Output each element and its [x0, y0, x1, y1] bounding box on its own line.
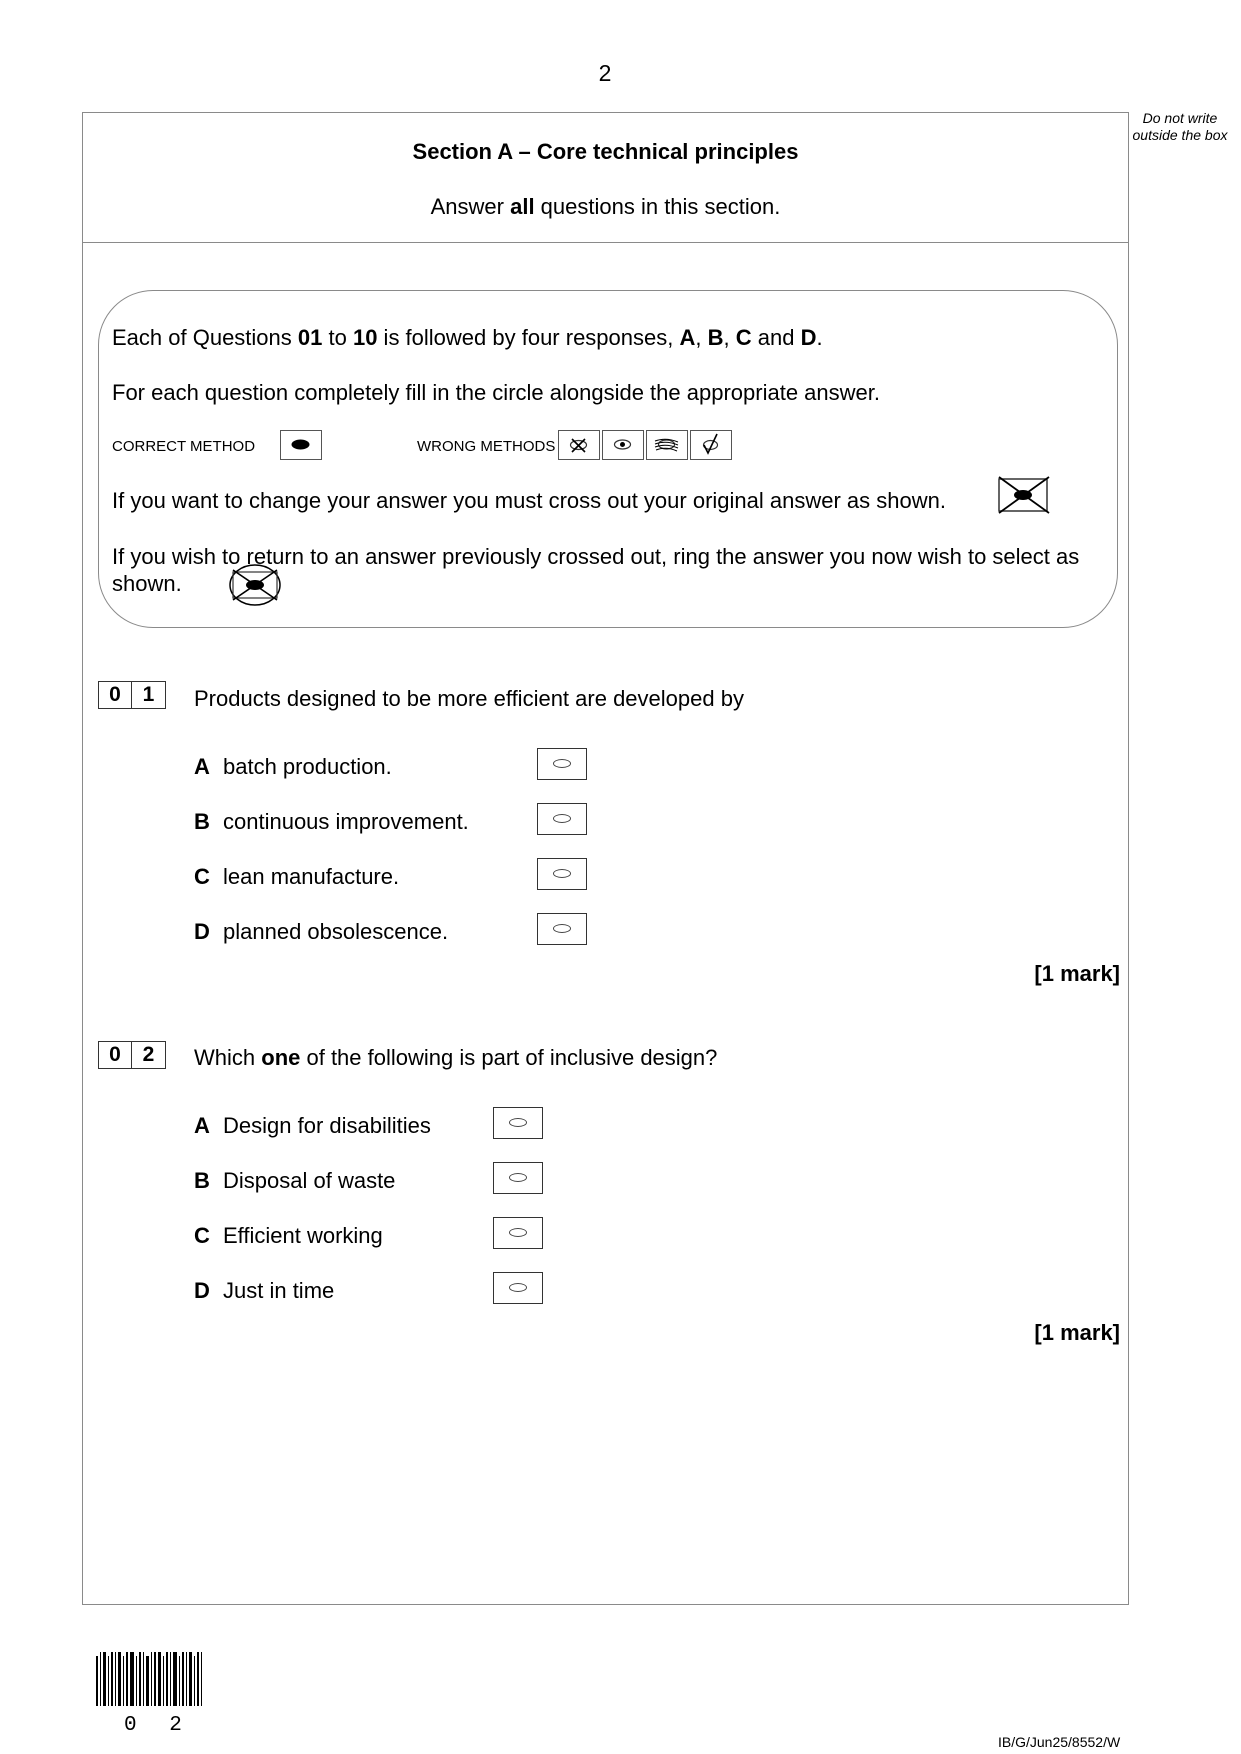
header-divider [82, 242, 1129, 243]
crossed-out-example-icon [998, 476, 1050, 519]
text-run: to [322, 325, 353, 350]
option-text: batch production. [223, 754, 392, 779]
option-letter: D [194, 1278, 210, 1303]
text-run-bold: B [707, 325, 724, 350]
option-a [194, 754, 392, 780]
ringed-answer-example-icon [227, 562, 283, 613]
question-text [194, 686, 744, 712]
wrong-method-dot-icon [602, 430, 644, 460]
text-run: , [695, 325, 708, 350]
instruction-text: questions in this section. [534, 194, 781, 219]
option-letter: B [194, 1168, 210, 1193]
option-text: Just in time [223, 1278, 335, 1303]
answer-oval-icon [509, 1118, 527, 1127]
wrong-method-tick-icon [690, 430, 732, 460]
answer-circle-box[interactable] [537, 858, 587, 890]
question-number-digit: 0 [98, 681, 132, 709]
instructions-line-change: If you want to change your answer you must cross out your original answer as shown. [112, 488, 946, 513]
option-letter: C [194, 864, 210, 889]
question-number-box [98, 1041, 166, 1069]
text-run: and [751, 325, 801, 350]
option-text: Disposal of waste [223, 1168, 396, 1193]
option-c [194, 1223, 383, 1249]
barcode-icon [96, 1652, 206, 1715]
answer-circle-box[interactable] [493, 1107, 543, 1139]
text-run: is followed by four responses, [377, 325, 680, 350]
text-run: , [723, 325, 736, 350]
text-run-bold: C [735, 325, 752, 350]
wrong-method-cross-icon [558, 430, 600, 460]
option-letter: A [194, 754, 210, 779]
instructions-line-responses [112, 325, 823, 351]
option-c [194, 864, 399, 890]
answer-oval-icon [509, 1283, 527, 1292]
option-text: Design for disabilities [223, 1113, 431, 1138]
instruction-emphasis: all [510, 194, 535, 219]
section-title: Section A – Core technical principles [412, 139, 799, 164]
answer-oval-icon [553, 814, 571, 823]
instructions-line-return: If you wish to return to an answer previously crossed out, ring the answer you now wish to select as shown. [112, 544, 1080, 596]
question-number-digit: 1 [132, 681, 166, 709]
text-run: Products designed to be more efficient are developed by [194, 686, 744, 711]
text-run: Each of Questions [112, 325, 298, 350]
marks-label: [1 mark] [1034, 1320, 1120, 1345]
option-text: continuous improvement. [223, 809, 469, 834]
barcode-digits: 0 2 [124, 1714, 192, 1737]
answer-circle-box[interactable] [537, 748, 587, 780]
paper-reference: IB/G/Jun25/8552/W [998, 1734, 1121, 1750]
text-run-bold: 01 [297, 325, 323, 350]
answer-circle-box[interactable] [537, 803, 587, 835]
option-d [194, 919, 448, 945]
correct-method-example-icon [280, 430, 322, 460]
option-letter: A [194, 1113, 210, 1138]
text-run: . [816, 325, 823, 350]
answer-circle-box[interactable] [493, 1162, 543, 1194]
question-number-digit: 2 [132, 1041, 166, 1069]
answer-oval-icon [509, 1173, 527, 1182]
option-d [194, 1278, 334, 1304]
option-letter: B [194, 809, 210, 834]
question-number-digit: 0 [98, 1041, 132, 1069]
margin-note: Do not write outside the box [1132, 110, 1228, 143]
question-text [194, 1045, 717, 1071]
option-letter: C [194, 1223, 210, 1248]
text-run-bold: 10 [352, 325, 378, 350]
correct-method-label: CORRECT METHOD [112, 438, 256, 455]
text-run-bold: A [679, 325, 696, 350]
page-number: 2 [598, 60, 612, 86]
answer-circle-box[interactable] [493, 1272, 543, 1304]
wrong-methods-label: WRONG METHODS [417, 438, 556, 455]
option-b [194, 809, 469, 835]
answer-oval-icon [553, 924, 571, 933]
option-a [194, 1113, 431, 1139]
answer-oval-icon [553, 759, 571, 768]
option-text: Efficient working [223, 1223, 383, 1248]
answer-oval-icon [553, 869, 571, 878]
answer-circle-box[interactable] [537, 913, 587, 945]
answer-circle-box[interactable] [493, 1217, 543, 1249]
section-instruction [82, 194, 1129, 220]
text-run-bold: one [261, 1045, 301, 1070]
instruction-text: Answer [430, 194, 511, 219]
option-letter: D [194, 919, 210, 944]
text-run-bold: D [800, 325, 817, 350]
question-number-box [98, 681, 166, 709]
text-run: of the following is part of inclusive design? [300, 1045, 718, 1070]
text-run: Which [194, 1045, 262, 1070]
wrong-method-scribble-icon [646, 430, 688, 460]
option-text: planned obsolescence. [223, 919, 449, 944]
instructions-line-fill: For each question completely fill in the circle alongside the appropriate answer. [112, 380, 880, 405]
marks-label: [1 mark] [1034, 961, 1120, 986]
option-text: lean manufacture. [223, 864, 400, 889]
answer-oval-icon [509, 1228, 527, 1237]
option-b [194, 1168, 395, 1194]
